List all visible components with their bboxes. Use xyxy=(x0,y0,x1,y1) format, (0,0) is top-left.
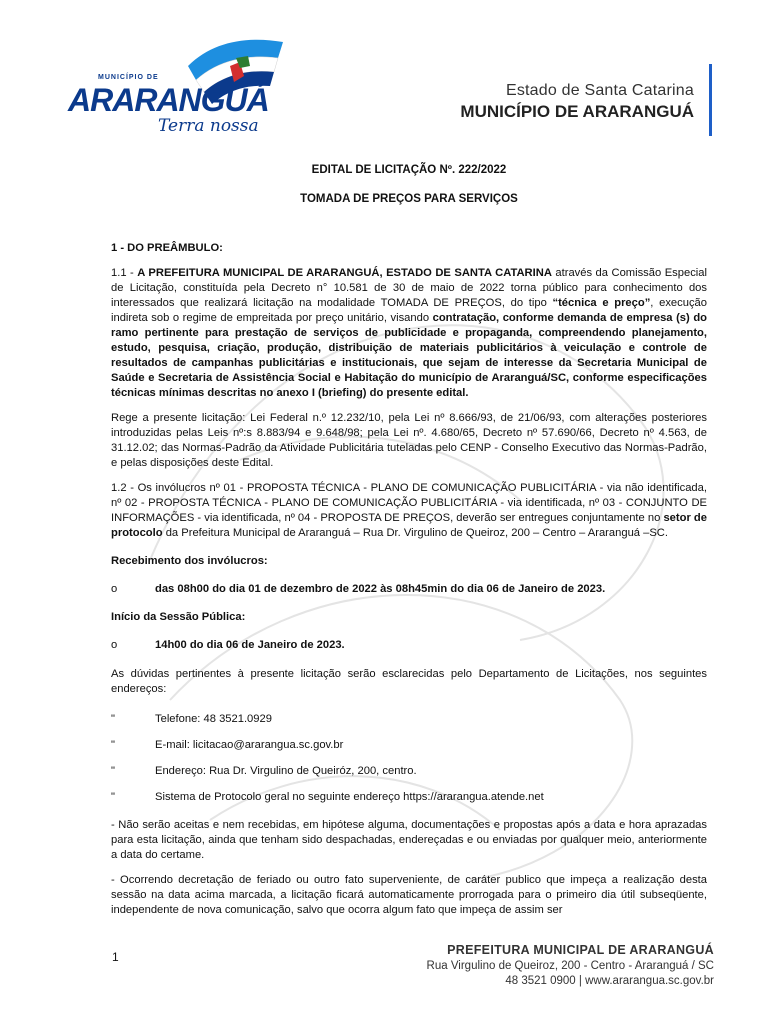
paragraph-envelopes xyxy=(111,481,707,541)
municipality-logo xyxy=(62,36,282,136)
paragraph-holiday: - Ocorrendo decretação de feriado ou outro fato superveniente, de caráter publico que impeça a realização desta sessão na data acima marcada, a licitação ficará automaticamente prorrogada para o primeiro dia útil subseqüente, independente de nova comunicação, salvo que ocorra algum fato que impeça de assim ser xyxy=(111,874,707,916)
contact-item xyxy=(111,738,707,753)
header-right xyxy=(460,82,694,122)
header-state: Estado de Santa Catarina xyxy=(505,82,694,99)
logo-slogan-text: Terra nossa xyxy=(158,116,259,136)
session-item xyxy=(111,638,707,653)
bullet-marker: o xyxy=(111,639,118,651)
p3-protocol: setor de protocolo xyxy=(111,512,707,539)
bullet-marker: " xyxy=(111,791,115,803)
logo-municipio-text: MUNICÍPIO DE xyxy=(98,74,159,81)
contact-item xyxy=(111,712,707,727)
receipt-label: Recebimento dos invólucros: xyxy=(111,555,268,567)
page-number: 1 xyxy=(112,950,119,964)
footer-title: PREFEITURA MUNICIPAL DE ARARANGUÁ xyxy=(447,943,714,957)
paragraph-preamble xyxy=(111,266,707,401)
p3-address: da Prefeitura Municipal de Araranguá – Rua Dr. Virgulino de Queiroz, 200 – Centro – Araranguá –SC. xyxy=(162,527,668,539)
p1-object: contratação, conforme demanda de empresa (s) do ramo pertinente para prestação de serviços de publicidade e propaganda, compreendendo planejamento, estudo, pesquisa, criação, produção, distribuição de materiais publicitários à veiculação e controle de resultados de campanhas publicitárias e institucionais, que sejam de interesse da Secretaria Municipal de Saúde e Secretaria de Assistência Social e Habitação do município de Araranguá/SC, conforme especificações técnicas mínimas descritas no anexo I (briefing) do presente edital. xyxy=(111,312,707,399)
paragraph-legislation: Rege a presente licitação: Lei Federal n.º 12.232/10, pela Lei nº 8.666/93, de 21/06/93, com alterações posteriores introduzidas pelas Leis nº:s 8.883/94 e 9.648/98; pela Lei nº. 4.680/65, Decreto nº 57.690/66, Decreto nº 4.563, de 31.12.02; das Normas-Padrão da Atividade Publicitária tuteladas pelo CENP - Conselho Executivo das Normas-Padrão, e pelas disposições deste Edital. xyxy=(111,412,707,469)
bullet-marker: " xyxy=(111,739,115,751)
contact-phone: Telefone: 48 3521.0929 xyxy=(155,713,272,725)
bullet-marker: " xyxy=(111,765,115,777)
section-heading: 1 - DO PREÂMBULO: xyxy=(111,242,223,254)
contact-address: Endereço: Rua Dr. Virgulino de Queiróz, 200, centro. xyxy=(155,765,417,777)
document-subtitle: TOMADA DE PREÇOS PARA SERVIÇOS xyxy=(300,193,518,205)
footer-contact[interactable]: 48 3521 0900 | www.ararangua.sc.gov.br xyxy=(505,975,714,987)
p1-text-2: , execução indireta sob o regime de empreitada por preço unitário, visando xyxy=(111,297,707,324)
header-municipality: MUNICÍPIO DE ARARANGUÁ xyxy=(460,102,694,121)
receipt-item xyxy=(111,582,707,597)
bullet-marker: " xyxy=(111,713,115,725)
p1-entity: A PREFEITURA MUNICIPAL DE ARARANGUÁ, ESTADO DE SANTA CATARINA xyxy=(137,267,552,279)
logo-name-text: ARARANGUÁ xyxy=(68,82,269,118)
p3-text: 1.2 - Os invólucros nº 01 - PROPOSTA TÉCNICA - PLANO DE COMUNICAÇÃO PUBLICITÁRIA - via não identificada, nº 02 - PROPOSTA TÉCNICA - PLANO DE COMUNICAÇÃO PUBLICITÁRIA - via identificada, nº 03 - CONJUNTO DE INFORMAÇÕES - via identificada, nº 04 - PROPOSTA DE PREÇOS, deverão ser entregues conjuntamente no xyxy=(111,482,707,524)
contact-email[interactable]: E-mail: licitacao@ararangua.sc.gov.br xyxy=(155,739,344,751)
paragraph-doubts: As dúvidas pertinentes à presente licitação serão esclarecidas pelo Departamento de Licitações, nos seguintes endereços: xyxy=(111,668,707,695)
p1-text: através da Comissão Especial de Licitação, constituída pela Decreto n° 10.581 de 30 de maio de 2022 torna público para conhecimento dos interessados que realizará licitação na modalidade TOMADA DE PREÇOS, do tipo xyxy=(111,267,707,309)
document-body xyxy=(111,163,707,918)
session-label: Início da Sessão Pública: xyxy=(111,611,246,623)
contact-item xyxy=(111,764,707,779)
bullet-marker: o xyxy=(111,583,118,595)
contact-protocol-system[interactable]: Sistema de Protocolo geral no seguinte endereço https://ararangua.atende.net xyxy=(155,791,544,803)
session-text: 14h00 do dia 06 de Janeiro de 2023. xyxy=(155,639,345,651)
contact-item xyxy=(111,790,707,805)
header-accent-bar xyxy=(709,64,712,136)
footer-address: Rua Virgulino de Queiroz, 200 - Centro - Araranguá / SC xyxy=(426,960,714,972)
receipt-text: das 08h00 do dia 01 de dezembro de 2022 às 08h45min do dia 06 de Janeiro de 2023. xyxy=(155,583,606,595)
paragraph-late-submissions: - Não serão aceitas e nem recebidas, em hipótese alguma, documentações e propostas após a data e hora aprazadas para esta licitação, ainda que tenham sido despachadas, endereçadas e ou enviadas por qualquer meio, anteriormente a data do certame. xyxy=(111,819,707,861)
footer xyxy=(427,943,714,987)
p1-type: “técnica e preço” xyxy=(552,297,651,309)
document-title: EDITAL DE LICITAÇÃO Nº. 222/2022 xyxy=(311,164,507,176)
p1-number: 1.1 - xyxy=(111,267,138,279)
